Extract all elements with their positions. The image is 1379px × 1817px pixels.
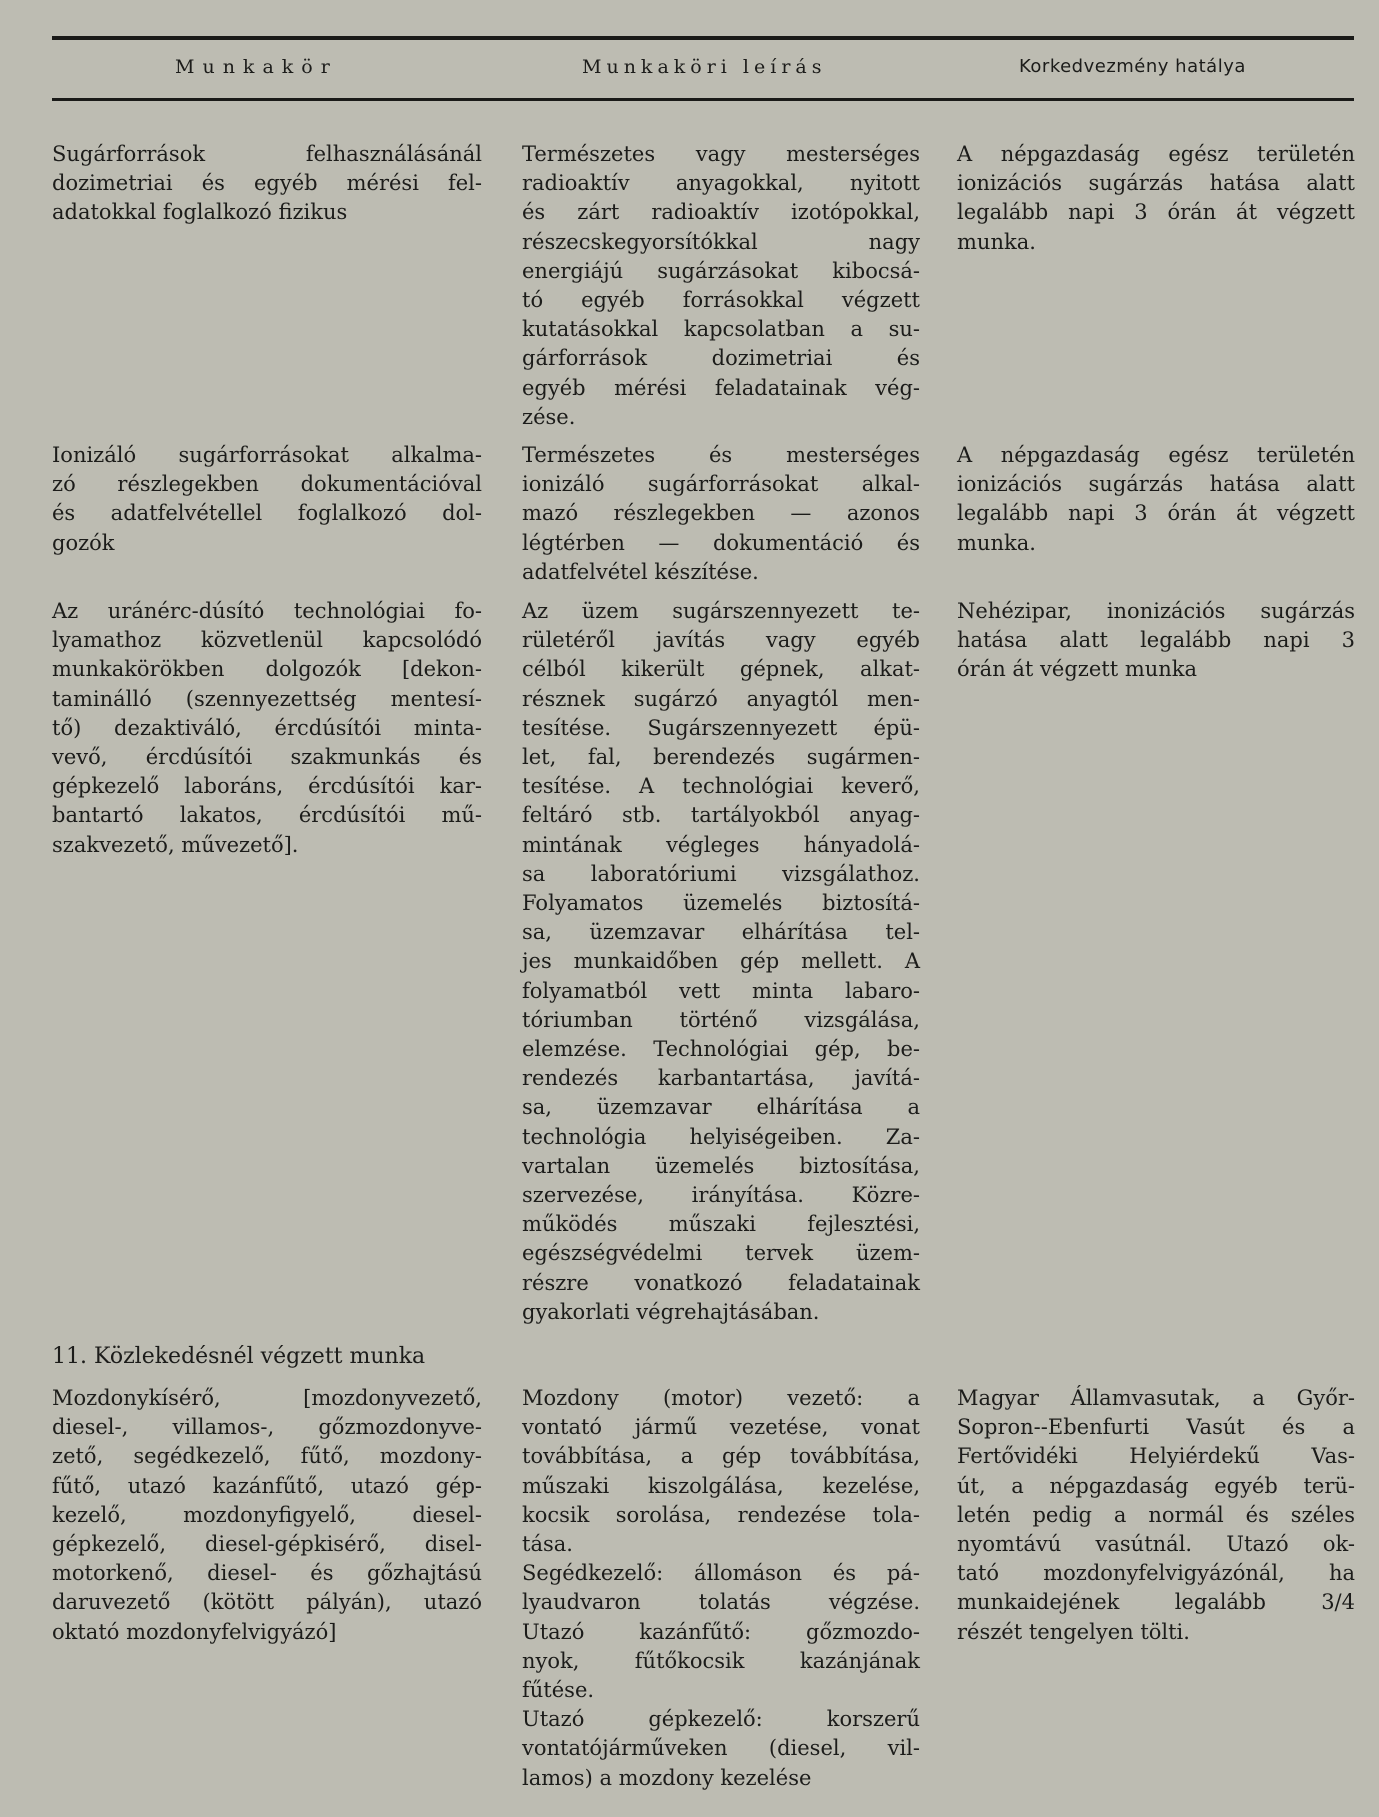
text-line: sa, üzemzavar elhárítása a bbox=[522, 1095, 920, 1120]
text-line: tő) dezaktiváló, ércdúsítói minta- bbox=[52, 715, 482, 740]
text-line: jes munkaidőben gép mellett. A bbox=[522, 949, 920, 974]
text-line: Mozdonykísérő, [mozdonyvezető, bbox=[52, 1386, 482, 1410]
header-munkakor: Munkakör bbox=[175, 56, 338, 78]
text-line: Utazó gépkezelő: korszerű bbox=[522, 1707, 920, 1732]
text-line: Magyar Államvasutak, a Győr- bbox=[957, 1386, 1355, 1410]
row1-leiras bbox=[522, 140, 920, 432]
text-line: ionizáló sugárforrásokat alkal- bbox=[522, 472, 920, 497]
text-line: tató mozdonyfelvigyázónál, ha bbox=[957, 1561, 1355, 1586]
text-line: adatfelvétel készítése. bbox=[522, 559, 759, 584]
section-title: 11. Közlekedésnél végzett munka bbox=[52, 1344, 426, 1369]
text-line: fűtő, utazó kazánfűtő, utazó gép- bbox=[52, 1473, 482, 1498]
row1-munkakor bbox=[52, 140, 482, 228]
text-line: vontató jármű vezetése, vonat bbox=[522, 1415, 920, 1440]
text-line: munkakörökben dolgozók [dekon- bbox=[52, 657, 482, 682]
text-line: munka. bbox=[957, 229, 1036, 254]
text-line: munkaidejének legalább 3/4 bbox=[957, 1590, 1355, 1615]
text-line: légtérben — dokumentáció és bbox=[522, 530, 920, 555]
header-rule bbox=[52, 98, 1354, 101]
text-line: legalább napi 3 órán át végzett bbox=[957, 501, 1355, 526]
text-line: Sopron--Ebenfurti Vasút és a bbox=[957, 1415, 1355, 1440]
text-line: részét tengelyen tölti. bbox=[957, 1619, 1190, 1644]
text-line: részre vonatkozó feladatainak bbox=[522, 1270, 920, 1295]
text-line: tesítése. Sugárszennyezett épü- bbox=[522, 715, 920, 740]
text-line: Sugárforrások felhasználásánál bbox=[52, 142, 482, 166]
text-line: technológia helyiségeiben. Za- bbox=[522, 1124, 920, 1149]
row3-munkakor bbox=[52, 597, 482, 860]
text-line: tóriumban történő vizsgálása, bbox=[522, 1007, 920, 1032]
text-line: tó egyéb forrásokkal végzett bbox=[522, 288, 920, 313]
text-line: kocsik sorolása, rendezése tola- bbox=[522, 1502, 920, 1527]
text-line: A népgazdaság egész területén bbox=[957, 142, 1355, 166]
text-line: Fertővidéki Helyiérdekű Vas- bbox=[957, 1444, 1355, 1469]
row2-munkakor bbox=[52, 441, 482, 558]
row2-hatalya bbox=[957, 441, 1355, 558]
text-line: folyamatból vett minta labaro- bbox=[522, 978, 920, 1003]
text-line: Nehézipar, inonizációs sugárzás bbox=[957, 599, 1355, 623]
text-line: mazó részlegekben — azonos bbox=[522, 501, 920, 526]
text-line: működés műszaki fejlesztési, bbox=[522, 1212, 920, 1237]
header-munkakori-leiras: Munkaköri leírás bbox=[582, 56, 827, 78]
text-line: radioaktív anyagokkal, nyitott bbox=[522, 171, 920, 196]
text-line: ionizációs sugárzás hatása alatt bbox=[957, 472, 1355, 497]
text-line: oktató mozdonyfelvigyázó] bbox=[52, 1619, 337, 1644]
text-line: lamos) a mozdony kezelése bbox=[522, 1765, 812, 1790]
row3-hatalya bbox=[957, 597, 1355, 685]
text-line: bantartó lakatos, ércdúsítói mű- bbox=[52, 803, 482, 828]
text-line: lyaudvaron tolatás végzése. bbox=[522, 1590, 920, 1615]
header-korkedvezmeny-hatalya: Korkedvezmény hatálya bbox=[1019, 56, 1246, 77]
text-line: hatása alatt legalább napi 3 bbox=[957, 628, 1355, 653]
text-line: ionizációs sugárzás hatása alatt bbox=[957, 171, 1355, 196]
text-line: szervezése, irányítása. Közre- bbox=[522, 1183, 920, 1208]
text-line: let, fal, berendezés sugármen- bbox=[522, 745, 920, 770]
text-line: rületéről javítás vagy egyéb bbox=[522, 628, 920, 653]
text-line: diesel-, villamos-, gőzmozdonyve- bbox=[52, 1415, 482, 1440]
text-line: út, a népgazdaság egyéb terü- bbox=[957, 1473, 1355, 1498]
text-line: munka. bbox=[957, 530, 1036, 555]
text-line: továbbítása, a gép továbbítása, bbox=[522, 1444, 920, 1469]
text-line: nyomtávú vasútnál. Utazó ok- bbox=[957, 1532, 1355, 1557]
text-line: egészségvédelmi tervek üzem- bbox=[522, 1241, 920, 1266]
row2-leiras bbox=[522, 441, 920, 587]
text-line: gozók bbox=[52, 530, 115, 555]
text-line: Az üzem sugárszennyezett te- bbox=[522, 599, 920, 623]
row4-munkakor bbox=[52, 1384, 482, 1647]
row4-hatalya bbox=[957, 1384, 1355, 1647]
text-line: fűtése. bbox=[522, 1678, 595, 1703]
text-line: Természetes és mesterséges bbox=[522, 443, 920, 467]
text-line: lyamathoz közvetlenül kapcsolódó bbox=[52, 628, 482, 653]
text-line: energiájú sugárzásokat kibocsá- bbox=[522, 258, 920, 283]
top-rule bbox=[52, 36, 1354, 40]
text-line: rendezés karbantartása, javítá- bbox=[522, 1066, 920, 1091]
text-line: tesítése. A technológiai keverő, bbox=[522, 774, 920, 799]
text-line: tása. bbox=[522, 1532, 573, 1557]
row4-leiras bbox=[522, 1384, 920, 1793]
text-line: gárforrások dozimetriai és bbox=[522, 346, 920, 371]
text-line: kezelő, mozdonyfigyelő, diesel- bbox=[52, 1502, 482, 1527]
text-line: motorkenő, diesel- és gőzhajtású bbox=[52, 1561, 482, 1586]
text-line: zó részlegekben dokumentációval bbox=[52, 472, 482, 497]
text-line: Ionizáló sugárforrásokat alkalma- bbox=[52, 443, 482, 467]
text-line: órán át végzett munka bbox=[957, 657, 1198, 682]
text-line: daruvezető (kötött pályán), utazó bbox=[52, 1590, 482, 1615]
text-line: letén pedig a normál és széles bbox=[957, 1502, 1355, 1527]
text-line: vevő, ércdúsítói szakmunkás és bbox=[52, 745, 482, 770]
text-line: A népgazdaság egész területén bbox=[957, 443, 1355, 467]
text-line: nyok, fűtőkocsik kazánjának bbox=[522, 1648, 920, 1673]
text-line: Természetes vagy mesterséges bbox=[522, 142, 920, 166]
text-line: mintának végleges hányadolá- bbox=[522, 832, 920, 857]
row1-hatalya bbox=[957, 140, 1355, 257]
text-line: résznek sugárzó anyagtól men- bbox=[522, 686, 920, 711]
text-line: gépkezelő, diesel-gépkisérő, disel- bbox=[52, 1532, 482, 1557]
text-line: Segédkezelő: állomáson és pá- bbox=[522, 1561, 920, 1586]
text-line: vartalan üzemelés biztosítása, bbox=[522, 1153, 920, 1178]
text-line: Mozdony (motor) vezető: a bbox=[522, 1386, 920, 1410]
text-line: részecskegyorsítókkal nagy bbox=[522, 229, 920, 254]
text-line: sa laboratóriumi vizsgálathoz. bbox=[522, 861, 920, 886]
text-line: szakvezető, művezető]. bbox=[52, 832, 299, 857]
text-line: egyéb mérési feladatainak vég- bbox=[522, 375, 920, 400]
text-line: taminálló (szennyezettség mentesí- bbox=[52, 686, 482, 711]
text-line: gyakorlati végrehajtásában. bbox=[522, 1299, 820, 1324]
text-line: zető, segédkezelő, fűtő, mozdony- bbox=[52, 1444, 482, 1469]
text-line: Folyamatos üzemelés biztosítá- bbox=[522, 891, 920, 916]
text-line: gépkezelő laboráns, ércdúsítói kar- bbox=[52, 774, 482, 799]
text-line: sa, üzemzavar elhárítása tel- bbox=[522, 920, 920, 945]
text-line: zése. bbox=[522, 404, 576, 429]
text-line: feltáró stb. tartályokból anyag- bbox=[522, 803, 920, 828]
text-line: elemzése. Technológiai gép, be- bbox=[522, 1037, 920, 1062]
text-line: legalább napi 3 órán át végzett bbox=[957, 200, 1355, 225]
text-line: kutatásokkal kapcsolatban a su- bbox=[522, 317, 920, 342]
text-line: Az uránérc-dúsító technológiai fo- bbox=[52, 599, 482, 623]
text-line: Utazó kazánfűtő: gőzmozdo- bbox=[522, 1619, 920, 1644]
text-line: dozimetriai és egyéb mérési fel- bbox=[52, 171, 482, 196]
text-line: célból kikerült gépnek, alkat- bbox=[522, 657, 920, 682]
text-line: és zárt radioaktív izotópokkal, bbox=[522, 200, 920, 225]
row3-leiras bbox=[522, 597, 920, 1327]
text-line: adatokkal foglalkozó fizikus bbox=[52, 200, 348, 225]
text-line: műszaki kiszolgálása, kezelése, bbox=[522, 1473, 920, 1498]
text-line: és adatfelvétellel foglalkozó dol- bbox=[52, 501, 482, 526]
text-line: vontatójárműveken (diesel, vil- bbox=[522, 1736, 920, 1761]
